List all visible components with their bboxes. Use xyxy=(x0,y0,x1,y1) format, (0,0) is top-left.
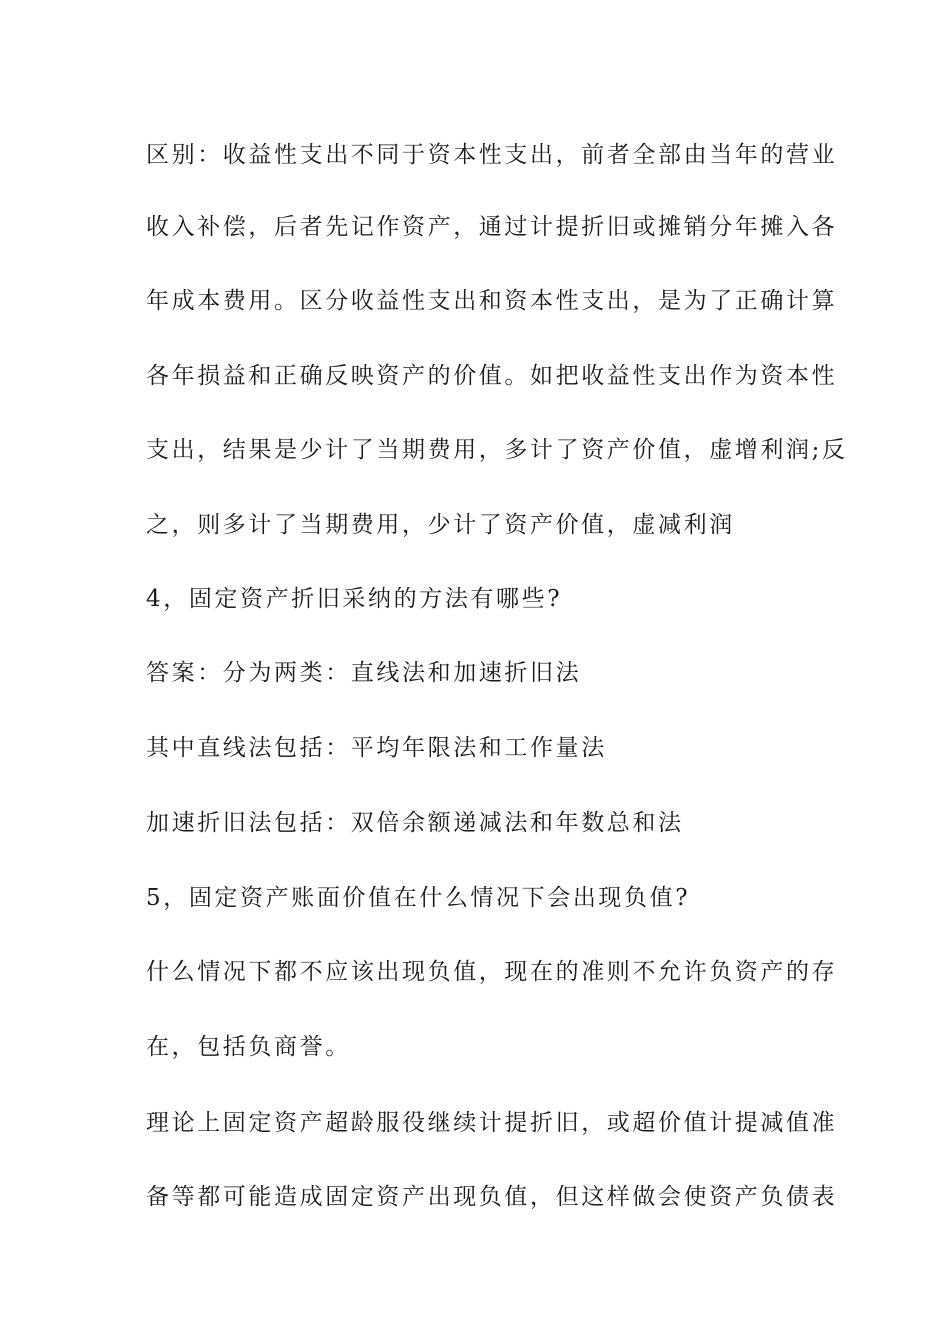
body-text-line: 各年损益和正确反映资产的价值。如把收益性支出作为资本性 xyxy=(146,363,838,389)
body-text-line: 之，则多计了当期费用，少计了资产价值，虚减利润 xyxy=(146,512,735,538)
answer-text: 备等都可能造成固定资产出现负值，但这样做会使资产负债表 xyxy=(146,1184,838,1210)
answer-text: 其中直线法包括：平均年限法和工作量法 xyxy=(146,735,607,761)
body-text-line: 收入补偿，后者先记作资产，通过计提折旧或摊销分年摊入各 xyxy=(146,214,838,240)
answer-text: 答案：分为两类：直线法和加速折旧法 xyxy=(146,660,582,686)
body-text-line: 支出，结果是少计了当期费用，多计了资产价值，虚增利润;反 xyxy=(146,437,848,463)
question-heading: 5，固定资产账面价值在什么情况下会出现负值? xyxy=(146,885,691,911)
body-text-line: 年成本费用。区分收益性支出和资本性支出，是为了正确计算 xyxy=(146,288,838,314)
question-heading: 4，固定资产折旧采纳的方法有哪些? xyxy=(146,586,563,612)
answer-text: 理论上固定资产超龄服役继续计提折旧，或超价值计提减值准 xyxy=(146,1110,838,1136)
answer-text: 加速折旧法包括：双倍余额递减法和年数总和法 xyxy=(146,810,684,836)
answer-text: 在，包括负商誉。 xyxy=(146,1034,351,1060)
answer-text: 什么情况下都不应该出现负值，现在的准则不允许负资产的存 xyxy=(146,959,838,985)
body-text-line: 区别：收益性支出不同于资本性支出，前者全部由当年的营业 xyxy=(146,142,838,168)
